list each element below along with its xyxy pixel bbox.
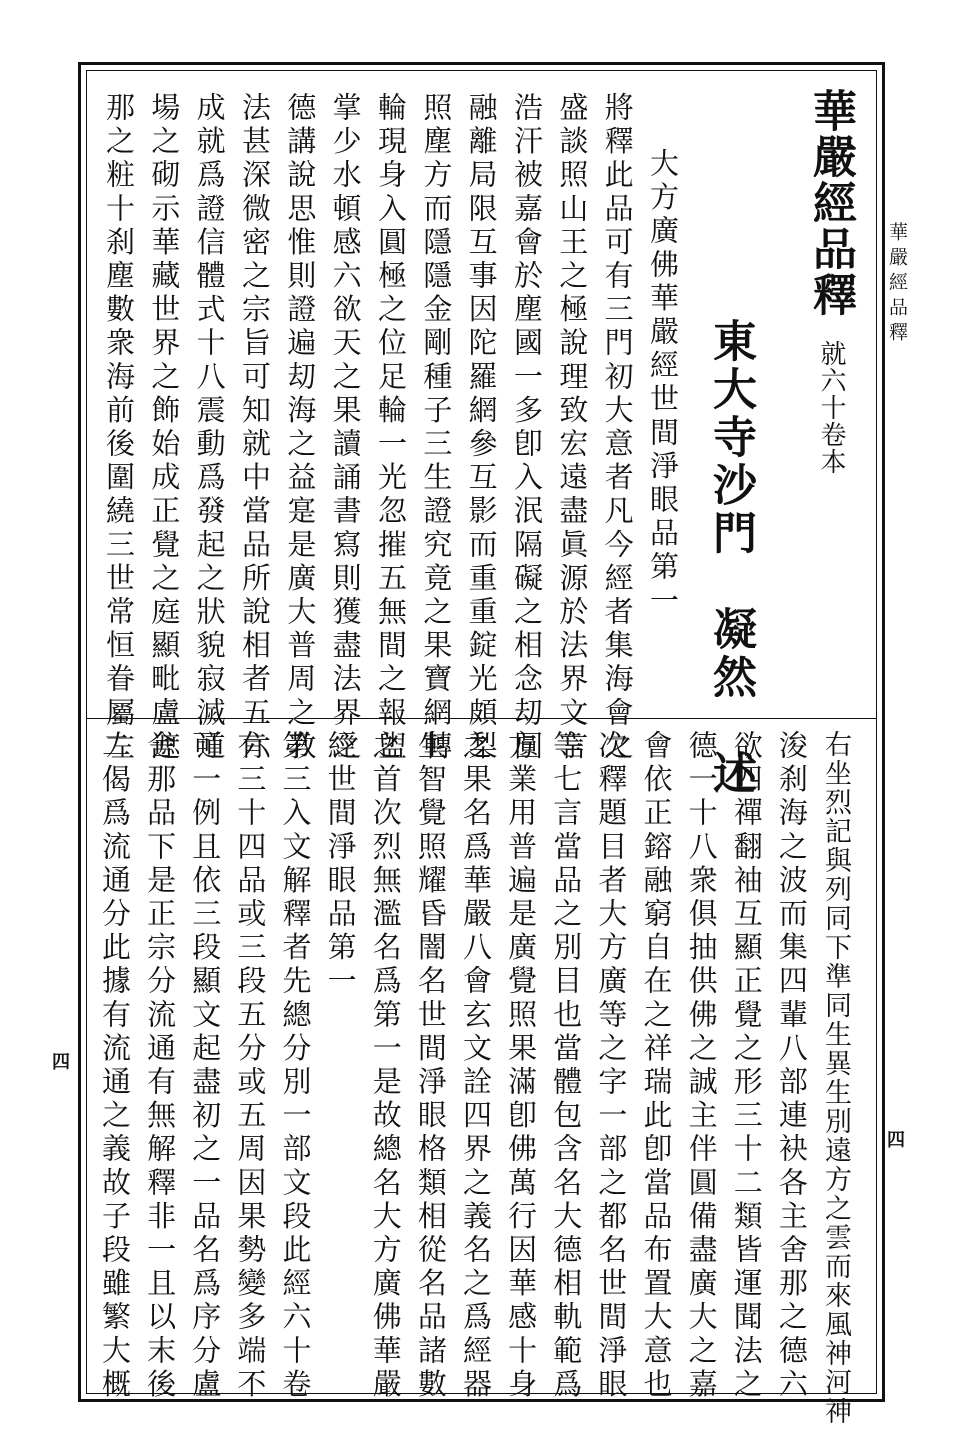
text-column: 盛談照山王之極說理致宏遠盡眞源於法界文言 [555, 92, 590, 764]
text-column: 浩汗被嘉會於塵國一多卽入泯隔礙之相念刧圓 [510, 92, 544, 764]
folio-right: 四 [887, 1130, 905, 1151]
book-title: 華嚴經品釋 [805, 88, 856, 318]
text-column: 等七言當品之別目也當體包含名大德相軌範爲 [549, 730, 584, 1402]
text-column: 次釋題目者大方廣等之字一部之都名世間淨眼 [594, 730, 629, 1402]
text-column: 第三入文解釋者先總分別一部文段此經六十卷 [278, 730, 313, 1402]
text-column: 生智覺照耀昏闇名世間淨眼格類相從名品諸數 [413, 730, 448, 1402]
text-column: 輪現身入圓極之位足輪一光忽摧五無間之報盥 [374, 92, 408, 764]
text-column: 浚刹海之波而集四輩八部連袂各主舍那之德六 [774, 730, 809, 1402]
text-column: 將釋此品可有三門初大意者凡今經者集海會之 [600, 92, 635, 764]
text-column: 融離局限互事因陀羅網參互影而重重錠光頗梨 [464, 92, 499, 764]
text-column: 之首次烈無濫名爲第一是故總名大方廣佛華嚴 [368, 730, 403, 1402]
text-column: 欲四禪翻袖互顯正覺之形三十二類皆運聞法之 [729, 730, 764, 1402]
text-column: 成就爲證信體式十八震動爲發起之狀貌寂滅道 [192, 92, 227, 764]
text-column: 有三十四品或三段五分或五周因果勢變多端不 [233, 730, 268, 1402]
text-column: 那之粧十刹塵數衆海前後圍繞三世常恒眷屬左 [102, 92, 136, 764]
text-column: 舍那品下是正宗分流通有無解釋非一且以末後 [143, 730, 178, 1402]
folio-left: 四 [52, 1052, 70, 1073]
text-column: 之果名爲華嚴八會玄文詮四界之義名之爲經器 [459, 730, 493, 1402]
text-column: 右坐烈記與列同下準同生異生別遠方之雲而來風神河神 [820, 730, 851, 1426]
text-column: 照塵方而隱隱金剛種子三生證究竟之果寶網轉 [419, 92, 454, 764]
title-note: 就六十卷本 [816, 340, 846, 475]
text-column: 方業用普遍是廣覺照果滿卽佛萬行因華感十身 [504, 730, 539, 1402]
text-column: 德一十八衆俱抽供佛之誠主伴圓備盡廣大之嘉 [684, 730, 719, 1402]
text-column: 場之砌示華藏世界之飾始成正覺之庭顯毗盧遮 [147, 92, 182, 764]
text-column: 大方廣佛華嚴經世間淨眼品第一 [646, 148, 680, 619]
running-title: 華嚴經品釋 [886, 222, 908, 347]
text-column: 會依正鎔融窮自在之祥瑞此卽當品布置大意也 [639, 730, 674, 1402]
text-column: 可一例且依三段顯文起盡初之一品名爲序分盧 [188, 730, 223, 1402]
text-column: 法甚深微密之宗旨可知就中當品所說相者五六 [238, 92, 272, 764]
text-column: 經世間淨眼品第一 [323, 730, 358, 999]
text-column: 德講說思惟則證遍刧海之益寔是廣大普周之教 [283, 92, 318, 764]
author-line: 東大寺沙門 凝然 述 [705, 318, 756, 798]
text-column: 二偈爲流通分此據有流通之義故子段雖繁大概 [98, 730, 132, 1402]
text-column: 掌少水頓感六欲天之果讀誦書寫則獲盡法界之 [328, 92, 363, 764]
